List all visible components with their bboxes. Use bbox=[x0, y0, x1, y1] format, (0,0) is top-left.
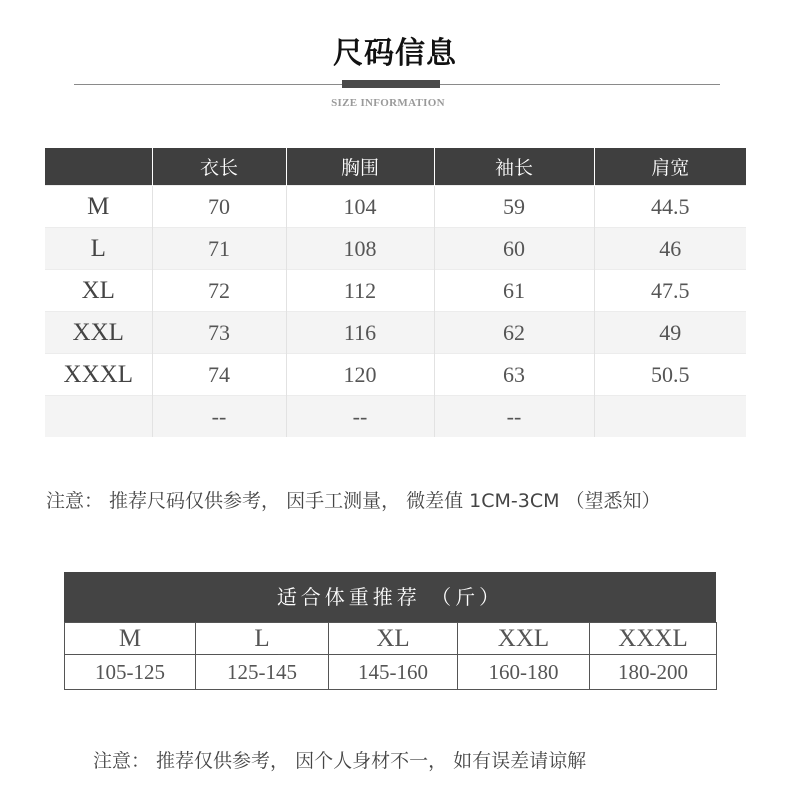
cell-shoulder: 49 bbox=[594, 312, 746, 354]
weight-size-cell: XL bbox=[329, 623, 458, 655]
weight-size-cell: XXXL bbox=[590, 623, 717, 655]
weight-range-row bbox=[65, 655, 717, 690]
header-length: 衣长 bbox=[152, 148, 286, 186]
cell-length: 74 bbox=[152, 354, 286, 396]
table-row bbox=[45, 312, 746, 354]
weight-size-cell: M bbox=[65, 623, 196, 655]
cell-size: XL bbox=[45, 270, 152, 312]
weight-range-cell: 125-145 bbox=[196, 655, 329, 690]
size-table bbox=[45, 148, 746, 437]
cell-chest: -- bbox=[286, 396, 434, 438]
cell-chest: 116 bbox=[286, 312, 434, 354]
weight-table-title: 适合体重推荐 （斤） bbox=[64, 572, 716, 622]
title-accent-bar bbox=[342, 80, 440, 88]
cell-length: 70 bbox=[152, 186, 286, 228]
header-size bbox=[45, 148, 152, 186]
table-row bbox=[45, 396, 746, 438]
cell-length: 72 bbox=[152, 270, 286, 312]
weight-size-cell: XXL bbox=[458, 623, 590, 655]
table-row bbox=[45, 270, 746, 312]
header-shoulder: 肩宽 bbox=[594, 148, 746, 186]
measurement-note: 注意： 推荐尺码仅供参考， 因手工测量， 微差值 1CM-3CM （望悉知） bbox=[46, 490, 661, 512]
cell-length: 71 bbox=[152, 228, 286, 270]
table-row bbox=[45, 354, 746, 396]
weight-range-cell: 105-125 bbox=[65, 655, 196, 690]
cell-chest: 120 bbox=[286, 354, 434, 396]
cell-size: XXXL bbox=[45, 354, 152, 396]
cell-chest: 104 bbox=[286, 186, 434, 228]
weight-size-cell: L bbox=[196, 623, 329, 655]
weight-table-grid bbox=[64, 622, 717, 690]
header-sleeve: 袖长 bbox=[434, 148, 594, 186]
cell-sleeve: 60 bbox=[434, 228, 594, 270]
cell-shoulder: 47.5 bbox=[594, 270, 746, 312]
cell-sleeve: 59 bbox=[434, 186, 594, 228]
cell-chest: 112 bbox=[286, 270, 434, 312]
weight-note: 注意： 推荐仅供参考， 因个人身材不一， 如有误差请谅解 bbox=[93, 750, 587, 772]
cell-sleeve: -- bbox=[434, 396, 594, 438]
cell-shoulder: 44.5 bbox=[594, 186, 746, 228]
cell-shoulder bbox=[594, 396, 746, 438]
cell-shoulder: 46 bbox=[594, 228, 746, 270]
weight-range-cell: 180-200 bbox=[590, 655, 717, 690]
size-table-header bbox=[45, 148, 746, 186]
page-title: 尺码信息 bbox=[333, 36, 457, 71]
cell-sleeve: 63 bbox=[434, 354, 594, 396]
cell-size: XXL bbox=[45, 312, 152, 354]
weight-range-cell: 160-180 bbox=[458, 655, 590, 690]
cell-size: L bbox=[45, 228, 152, 270]
header-chest: 胸围 bbox=[286, 148, 434, 186]
weight-size-row bbox=[65, 623, 717, 655]
cell-length: -- bbox=[152, 396, 286, 438]
cell-size: M bbox=[45, 186, 152, 228]
page-subtitle: SIZE INFORMATION bbox=[331, 97, 445, 109]
cell-size bbox=[45, 396, 152, 438]
weight-range-cell: 145-160 bbox=[329, 655, 458, 690]
table-row bbox=[45, 228, 746, 270]
cell-length: 73 bbox=[152, 312, 286, 354]
weight-recommendation-table bbox=[64, 572, 716, 690]
table-row bbox=[45, 186, 746, 228]
cell-sleeve: 61 bbox=[434, 270, 594, 312]
cell-sleeve: 62 bbox=[434, 312, 594, 354]
cell-chest: 108 bbox=[286, 228, 434, 270]
cell-shoulder: 50.5 bbox=[594, 354, 746, 396]
